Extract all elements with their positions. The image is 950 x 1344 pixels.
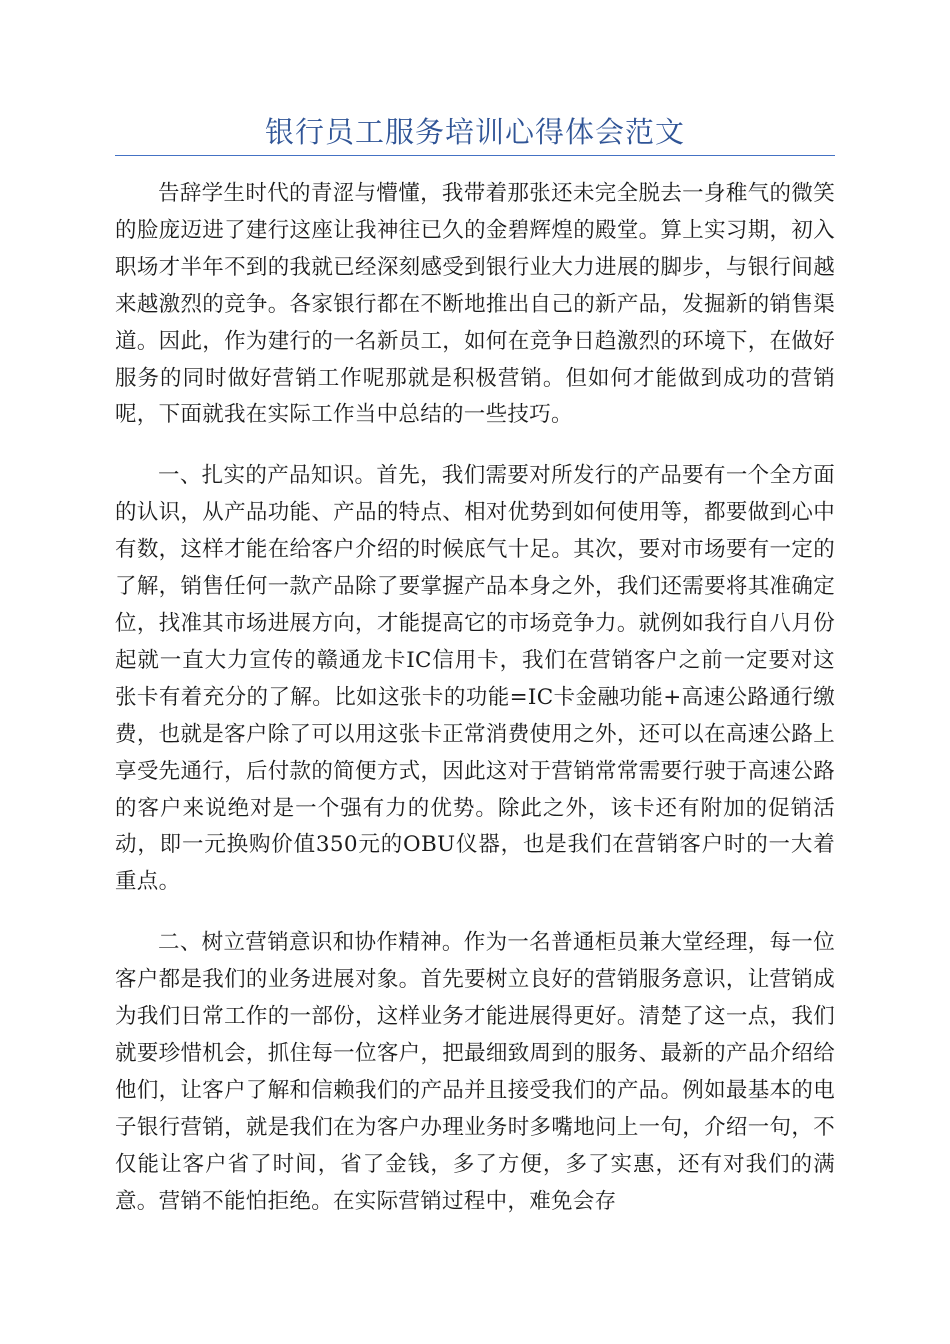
paragraph-intro: 告辞学生时代的青涩与懵懂，我带着那张还未完全脱去一身稚气的微笑的脸庞迈进了建行这座让我神往已久的金碧辉煌的殿堂。算上实习期，初入职场才半年不到的我就已经深刻感受到银行业大力进展的脚步，与银行间越来越激烈的竞争。各家银行都在不断地推出自己的新产品，发掘新的销售渠道。因此，作为建行的一名新员工，如何在竞争日趋激烈的环境下，在做好服务的同时做好营销工作呢那就是积极营销。但如何才能做到成功的营销呢，下面就我在实际工作当中总结的一些技巧。 [115, 181, 835, 428]
paragraph-product-knowledge: 一、扎实的产品知识。首先，我们需要对所发行的产品要有一个全方面的认识，从产品功能、产品的特点、相对优势到如何使用等，都要做到心中有数，这样才能在给客户介绍的时候底气十足。其次，要对市场要有一定的了解，销售任何一款产品除了要掌握产品本身之外，我们还需要将其准确定位，找准其市场进展方向，才能提高它的市场竞争力。就例如我行自八月份起就一直大力宣传的赣通龙卡IC信用卡，我们在营销客户之前一定要对这张卡有着充分的了解。比如这张卡的功能=IC卡金融功能+高速公路通行缴费，也就是客户除了可以用这张卡正常消费使用之外，还可以在高速公路上享受先通行，后付款的简便方式，因此这对于营销常常需要行驶于高速公路的客户来说绝对是一个强有力的优势。除此之外，该卡还有附加的促销活动，即一元换购价值350元的OBU仪器，也是我们在营销客户时的一大着重点。 [115, 463, 835, 895]
paragraph-marketing-awareness: 二、树立营销意识和协作精神。作为一名普通柜员兼大堂经理，每一位客户都是我们的业务进展对象。首先要树立良好的营销服务意识，让营销成为我们日常工作的一部份，这样业务才能进展得更好。清楚了这一点，我们就要珍惜机会，抓住每一位客户，把最细致周到的服务、最新的产品介绍给他们，让客户了解和信赖我们的产品并且接受我们的产品。例如最基本的电子银行营销，就是我们在为客户办理业务时多嘴地问上一句，介绍一句，不仅能让客户省了时间，省了金钱，多了方便，多了实惠，还有对我们的满意。营销不能怕拒绝。在实际营销过程中，难免会存 [115, 930, 835, 1214]
title-underline [115, 155, 835, 156]
document-body [115, 176, 835, 1244]
document-title: 银行员工服务培训心得体会范文 [264, 115, 685, 149]
